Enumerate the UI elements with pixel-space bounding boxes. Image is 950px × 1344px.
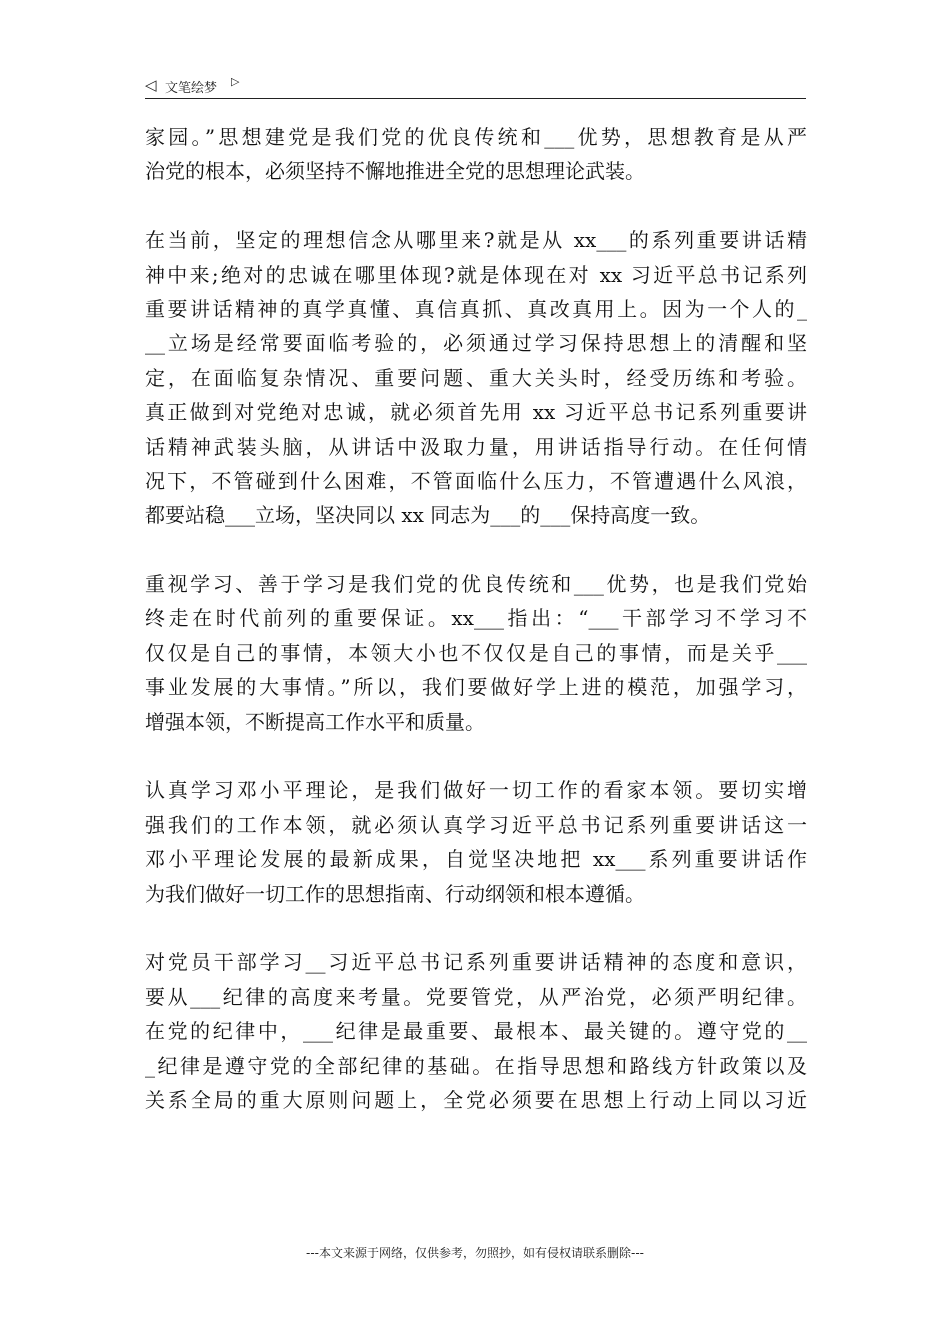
paragraph-3	[145, 567, 807, 739]
text-line: 终走在时代前列的重要保证。xx___指出：“___干部学习不学习不	[145, 606, 807, 631]
text-line: 家园。”思想建党是我们党的优良传统和___优势，思想教育是从严	[145, 125, 807, 149]
paragraph-5	[145, 945, 807, 1117]
text-line: 认真学习邓小平理论，是我们做好一切工作的看家本领。要切实增	[145, 778, 807, 803]
paragraph-1	[145, 120, 807, 189]
text-line: 治党的根本，必须坚持不懈地推进全党的思想理论武装。	[145, 159, 645, 184]
text-line: 定，在面临复杂情况、重要问题、重大关头时，经受历练和考验。	[145, 365, 807, 390]
document-body	[145, 120, 807, 1117]
text-line: 要从___纪律的高度来考量。党要管党，从严治党，必须严明纪律。	[145, 984, 807, 1009]
text-line: 对党员干部学习__习近平总书记系列重要讲话精神的态度和意识，	[145, 950, 807, 975]
text-line: 关系全局的重大原则问题上，全党必须要在思想上行动上同以习近	[145, 1087, 807, 1112]
text-line: 增强本领，不断提高工作水平和质量。	[145, 709, 485, 734]
page-header	[145, 74, 806, 99]
paragraph-2	[145, 223, 807, 533]
text-line: 真正做到对党绝对忠诚，就必须首先用 xx 习近平总书记系列重要讲	[145, 400, 807, 425]
header-title: 文笔绘梦	[165, 81, 218, 96]
footer-disclaimer: ---本文来源于网络，仅供参考，勿照抄，如有侵权请联系删除---	[306, 1246, 644, 1260]
paragraph-gap	[145, 911, 807, 945]
text-line: 仅仅是自己的事情，本领大小也不仅仅是自己的事情，而是关乎___	[145, 640, 807, 665]
paragraph-gap	[145, 533, 807, 567]
text-line: 重视学习、善于学习是我们党的优良传统和___优势，也是我们党始	[145, 572, 807, 597]
paragraph-gap	[145, 189, 807, 223]
text-line: __立场是经常要面临考验的，必须通过学习保持思想上的清醒和坚	[145, 331, 807, 356]
right-triangle-icon: ▷	[231, 75, 240, 88]
text-line: 都要站稳___立场，坚决同以 xx 同志为___的___保持高度一致。	[145, 503, 711, 528]
text-line: 在党的纪律中，___纪律是最重要、最根本、最关键的。遵守党的__	[145, 1019, 807, 1044]
text-line: 神中来;绝对的忠诚在哪里体现?就是体现在对 xx 习近平总书记系列	[145, 262, 807, 287]
text-line: 邓小平理论发展的最新成果，自觉坚决地把 xx___系列重要讲话作	[145, 847, 807, 872]
text-line: 重要讲话精神的真学真懂、真信真抓、真改真用上。因为一个人的_	[145, 296, 807, 321]
text-line: _纪律是遵守党的全部纪律的基础。在指导思想和路线方针政策以及	[145, 1053, 807, 1078]
text-line: 强我们的工作本领，就必须认真学习近平总书记系列重要讲话这一	[145, 812, 807, 837]
paragraph-gap	[145, 739, 807, 773]
text-line: 在当前，坚定的理想信念从哪里来?就是从 xx___的系列重要讲话精	[145, 228, 807, 253]
text-line: 事业发展的大事情。”所以，我们要做好学上进的模范，加强学习，	[145, 675, 807, 700]
text-line: 话精神武装头脑，从讲话中汲取力量，用讲话指导行动。在任何情	[145, 434, 807, 459]
left-triangle-icon: ◁	[145, 76, 157, 94]
text-line: 况下，不管碰到什么困难，不管面临什么压力，不管遭遇什么风浪，	[145, 468, 807, 493]
text-line: 为我们做好一切工作的思想指南、行动纲领和根本遵循。	[145, 881, 645, 906]
paragraph-4	[145, 773, 807, 911]
